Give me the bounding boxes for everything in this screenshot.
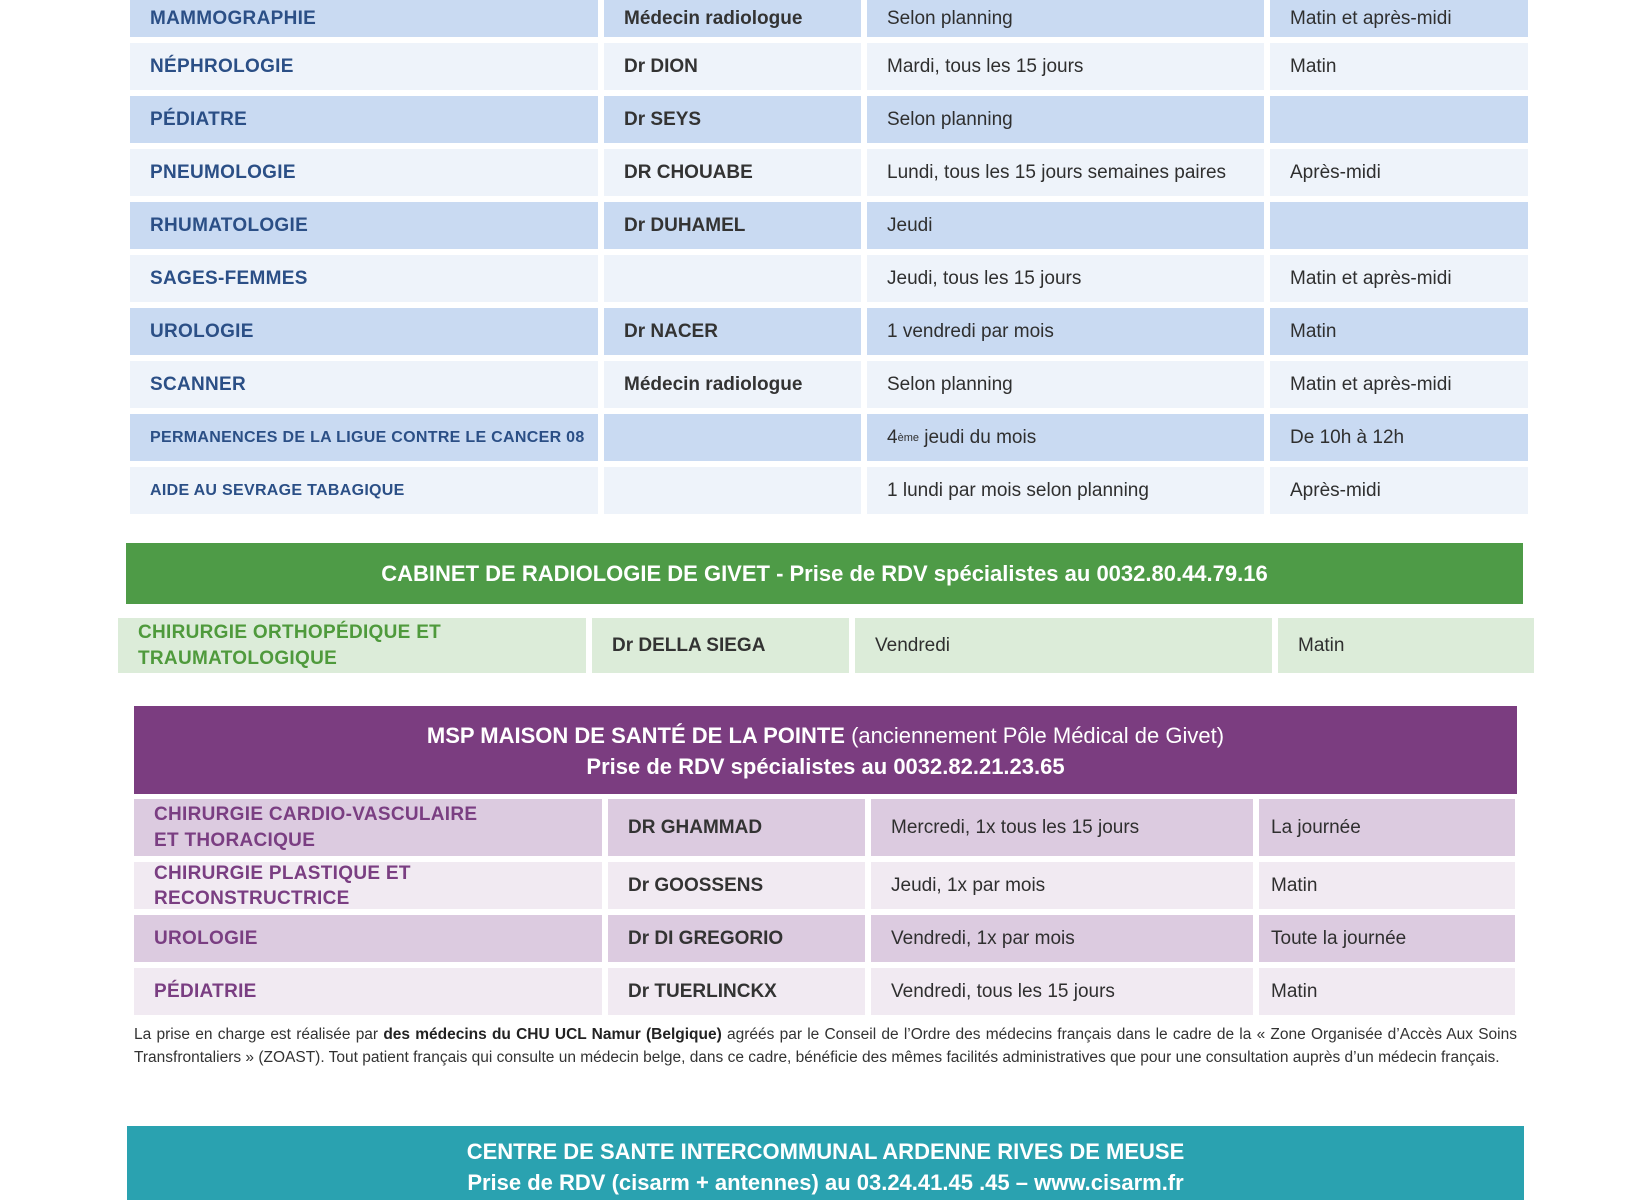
msp-banner-title: MSP MAISON DE SANTÉ DE LA POINTE (426, 723, 845, 748)
cisarm-contact: Prise de RDV (cisarm + antennes) au 03.24.41.45 .45 – www.cisarm.fr (467, 1170, 1184, 1195)
time-cell: La journée (1259, 799, 1515, 856)
days-cell: Jeudi, tous les 15 jours (867, 255, 1264, 302)
table-row (130, 255, 1528, 302)
days-number: 4 (887, 427, 898, 448)
days-cell: Mercredi, 1x tous les 15 jours (871, 799, 1253, 856)
days-cell: Vendredi, tous les 15 jours (871, 968, 1253, 1015)
specialty-cell (134, 799, 602, 856)
specialty-cell: RHUMATOLOGIE (130, 202, 598, 249)
doctor-cell (604, 255, 861, 302)
time-cell: Matin (1259, 862, 1515, 909)
time-cell: Après-midi (1270, 149, 1528, 196)
msp-banner-phone: Prise de RDV spécialistes au 0032.82.21.23.65 (586, 754, 1065, 779)
days-cell: Mardi, tous les 15 jours (867, 43, 1264, 90)
doctor-cell: Dr TUERLINCKX (608, 968, 865, 1015)
specialty-cell: SAGES-FEMMES (130, 255, 598, 302)
time-cell: Après-midi (1270, 467, 1528, 514)
msp-banner (134, 706, 1517, 794)
days-cell: Selon planning (867, 96, 1264, 143)
days-cell: Vendredi, 1x par mois (871, 915, 1253, 962)
days-cell: Vendredi (855, 618, 1272, 673)
days-cell: Jeudi (867, 202, 1264, 249)
days-rest: jeudi du mois (918, 427, 1037, 448)
table-row (130, 308, 1528, 355)
specialty-line-2: ET THORACIQUE (154, 829, 316, 851)
doctor-cell: Dr SEYS (604, 96, 861, 143)
doctor-cell: Dr NACER (604, 308, 861, 355)
doctor-cell (604, 467, 861, 514)
doctor-cell: Dr GOOSSENS (608, 862, 865, 909)
table-row (130, 96, 1528, 143)
doctor-cell: Dr DELLA SIEGA (592, 618, 849, 673)
doctor-cell: Dr DI GREGORIO (608, 915, 865, 962)
table-row (130, 0, 1528, 37)
table-row (130, 467, 1528, 514)
table-row (118, 618, 1534, 673)
specialty-cell: SCANNER (130, 361, 598, 408)
specialty-cell: PNEUMOLOGIE (130, 149, 598, 196)
time-cell: Matin et après-midi (1270, 255, 1528, 302)
doctor-cell: Dr DION (604, 43, 861, 90)
time-cell: Toute la journée (1259, 915, 1515, 962)
days-cell: 4 ème jeudi du mois (867, 414, 1264, 461)
time-cell: Matin (1270, 43, 1528, 90)
time-cell: De 10h à 12h (1270, 414, 1528, 461)
table-row (134, 799, 1515, 856)
table-row (134, 915, 1515, 962)
table-row (134, 862, 1515, 909)
note-text-2: agréés par le Conseil de l’Ordre des médecins français dans le cadre de la « Zone Organisée d’Accès Aux Soins Transfrontaliers » (ZOAST). Tout patient français qui consulte un médecin belge, dans ce cadre, bénéficie des mêmes facilités administratives que pour une consultation auprès d’un médecin français. (134, 1026, 1522, 1066)
cisarm-title: CENTRE DE SANTE INTERCOMMUNAL ARDENNE RIVES DE MEUSE (466, 1139, 1185, 1164)
note-text-1: La prise en charge est réalisée par (134, 1026, 384, 1043)
time-cell: Matin et après-midi (1270, 361, 1528, 408)
specialty-line-1: CHIRURGIE ORTHOPÉDIQUE ET (138, 621, 442, 643)
specialty-line-1: CHIRURGIE CARDIO-VASCULAIRE (154, 803, 478, 825)
radiology-banner: CABINET DE RADIOLOGIE DE GIVET - Prise de RDV spécialistes au 0032.80.44.79.16 (126, 543, 1523, 604)
specialty-cell: PÉDIATRE (130, 96, 598, 143)
time-cell: Matin (1259, 968, 1515, 1015)
note-text-bold: des médecins du CHU UCL Namur (Belgique) (383, 1026, 722, 1043)
specialty-cell: UROLOGIE (130, 308, 598, 355)
time-cell: Matin et après-midi (1270, 0, 1528, 37)
table-row (130, 361, 1528, 408)
specialty-cell: AIDE AU SEVRAGE TABAGIQUE (130, 467, 598, 514)
specialty-line-2: TRAUMATOLOGIQUE (138, 647, 338, 669)
specialty-cell (118, 618, 586, 673)
days-cell: Selon planning (867, 361, 1264, 408)
specialty-cell: PERMANENCES DE LA LIGUE CONTRE LE CANCER 08 (130, 414, 598, 461)
msp-banner-subtitle: (anciennement Pôle Médical de Givet) (844, 723, 1225, 748)
days-cell: 1 vendredi par mois (867, 308, 1264, 355)
doctor-cell: Dr DUHAMEL (604, 202, 861, 249)
table-row (130, 202, 1528, 249)
zoast-note (134, 1024, 1522, 1069)
specialty-cell: PÉDIATRIE (134, 968, 602, 1015)
table-row (130, 149, 1528, 196)
time-cell (1270, 202, 1528, 249)
table-row (130, 414, 1528, 461)
doctor-cell: DR GHAMMAD (608, 799, 865, 856)
time-cell: Matin (1270, 308, 1528, 355)
table-row (130, 43, 1528, 90)
time-cell (1270, 96, 1528, 143)
days-cell: Lundi, tous les 15 jours semaines paires (867, 149, 1264, 196)
doctor-cell: Médecin radiologue (604, 361, 861, 408)
doctor-cell (604, 414, 861, 461)
specialty-cell: CHIRURGIE PLASTIQUE ET RECONSTRUCTRICE (134, 862, 602, 909)
doctor-cell: DR CHOUABE (604, 149, 861, 196)
specialty-cell: UROLOGIE (134, 915, 602, 962)
days-cell: Jeudi, 1x par mois (871, 862, 1253, 909)
doctor-cell: Médecin radiologue (604, 0, 861, 37)
days-cell: Selon planning (867, 0, 1264, 37)
time-cell: Matin (1278, 618, 1534, 673)
specialty-cell: NÉPHROLOGIE (130, 43, 598, 90)
cisarm-banner (127, 1126, 1524, 1200)
days-cell: 1 lundi par mois selon planning (867, 467, 1264, 514)
table-row (134, 968, 1515, 1015)
specialty-cell: MAMMOGRAPHIE (130, 0, 598, 37)
